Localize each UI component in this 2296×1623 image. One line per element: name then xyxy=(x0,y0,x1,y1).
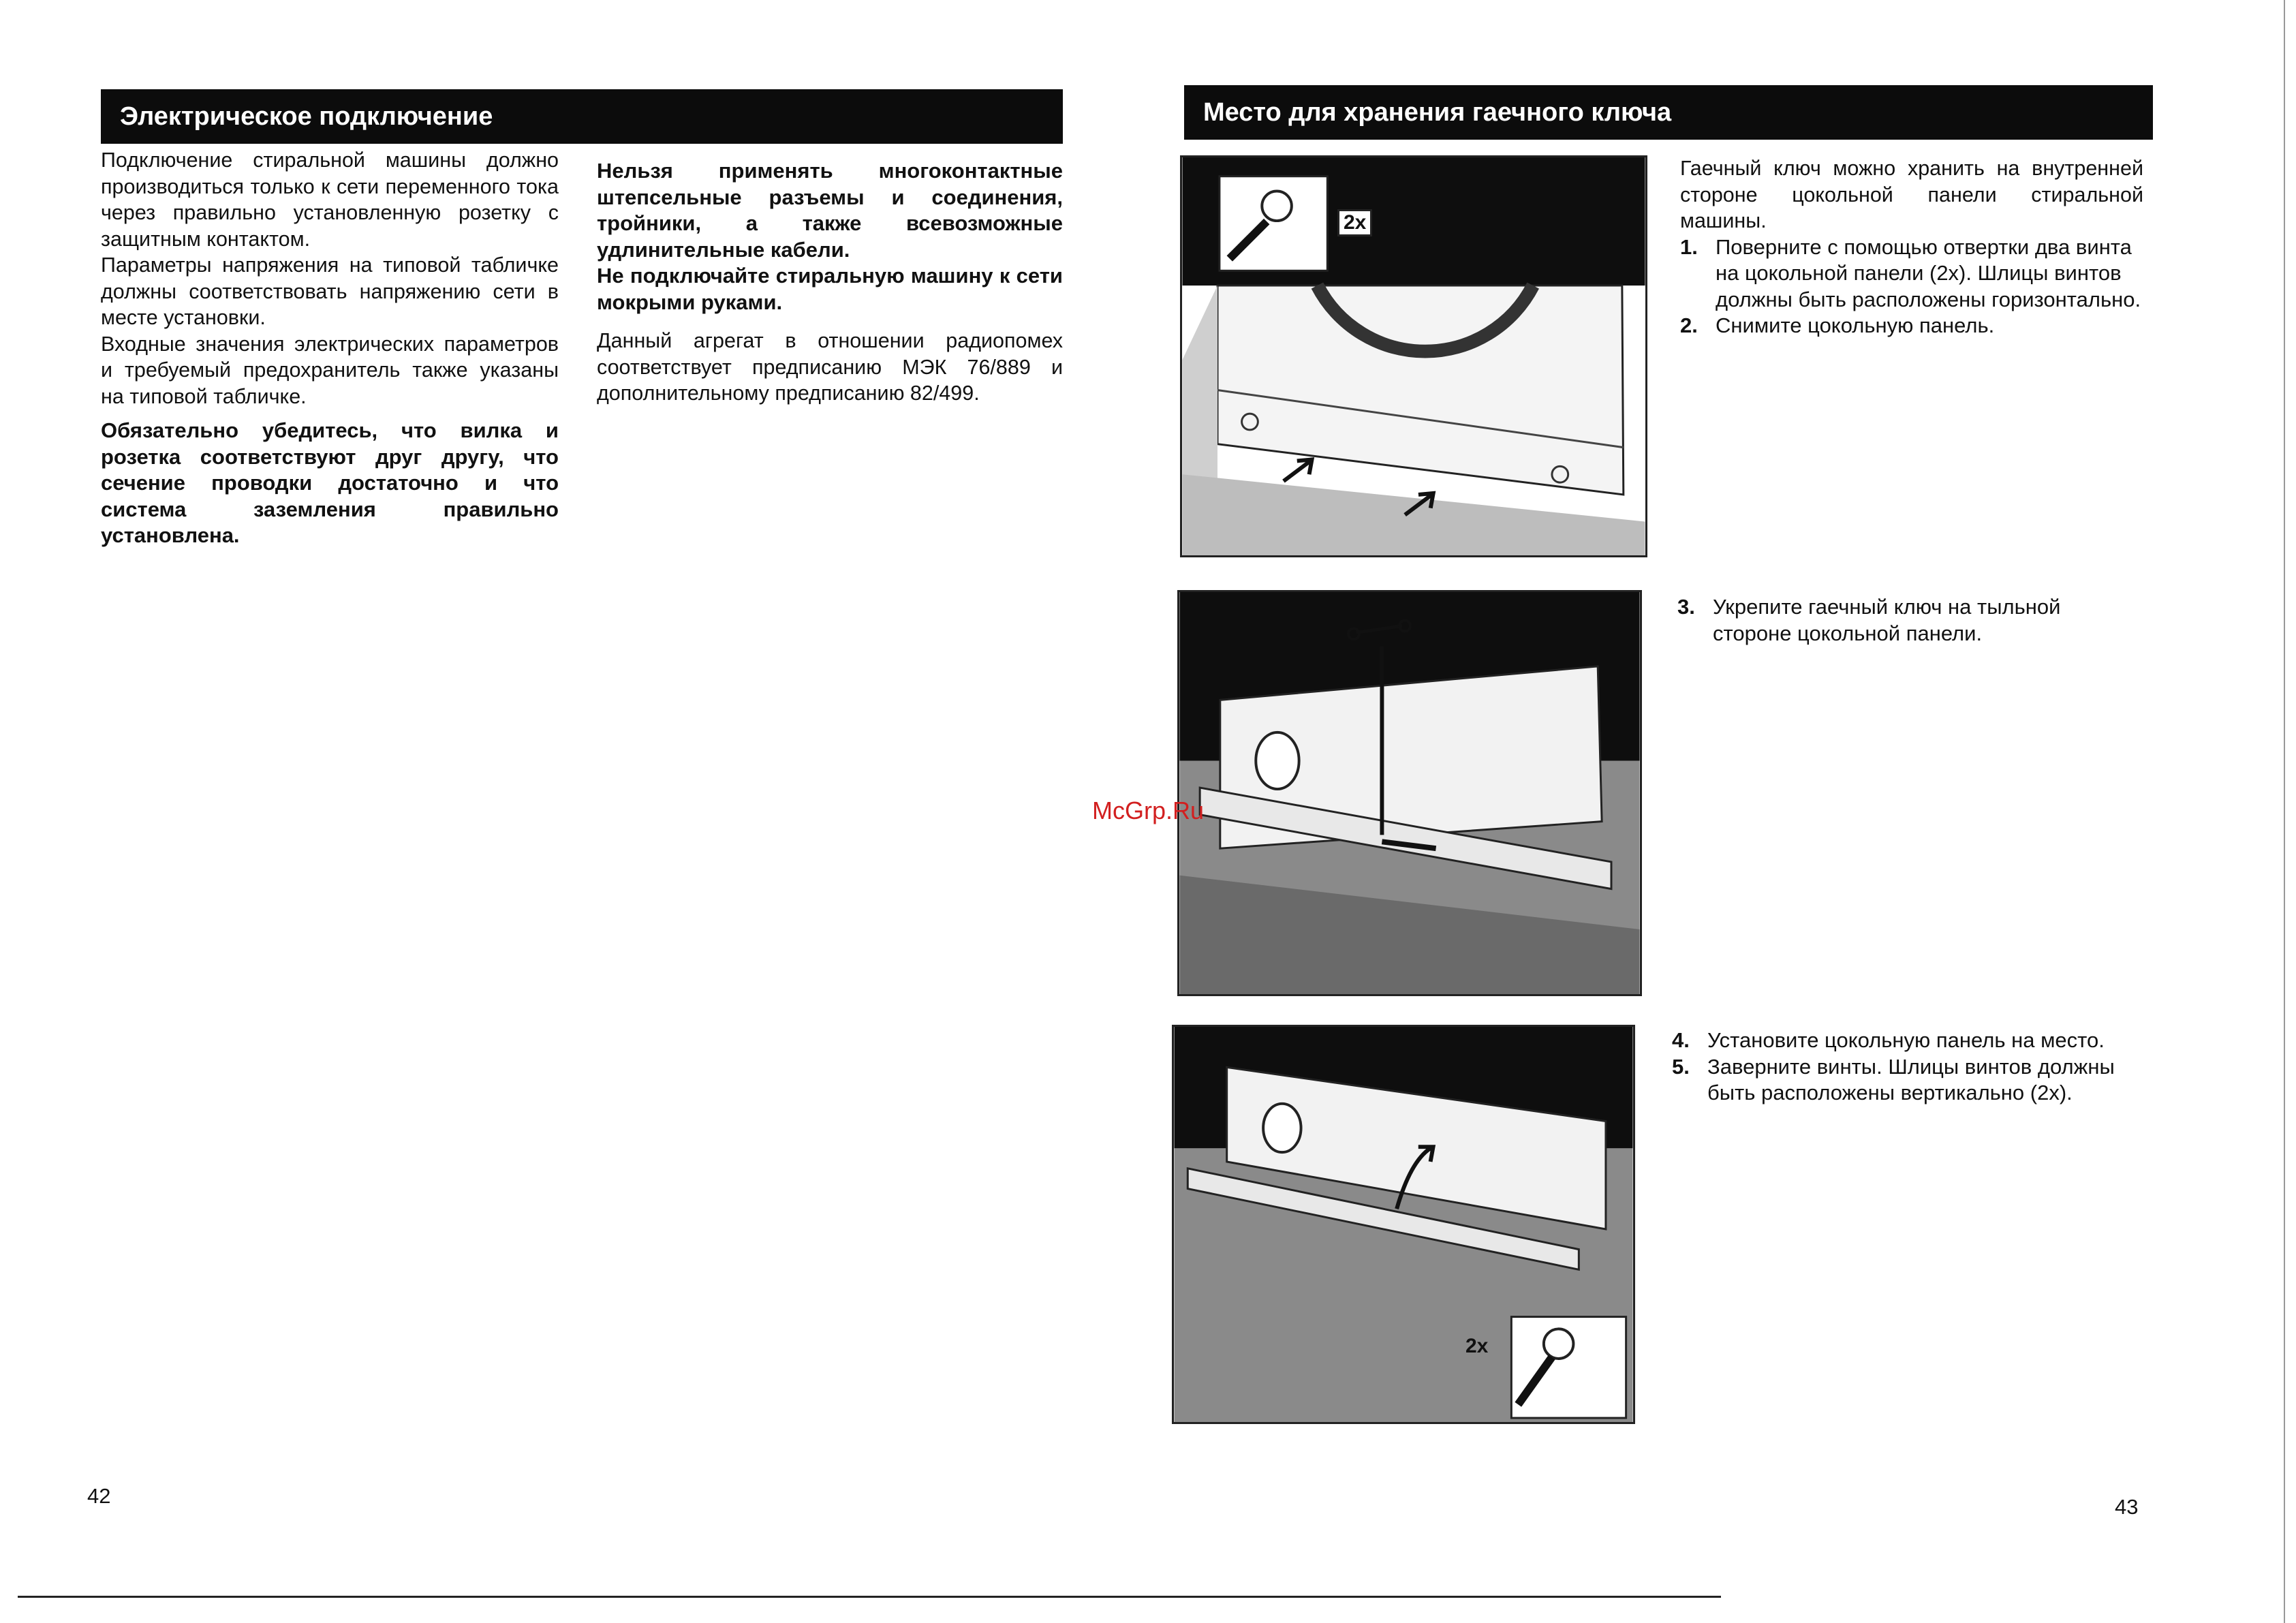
washing-machine-plinth-illustration xyxy=(1182,157,1645,555)
step-3-text: Укрепите гаечный ключ на тыльной стороне цокольной панели. xyxy=(1713,595,2061,645)
right-section-header xyxy=(1184,85,2153,140)
paragraph-2: Параметры напряжения на типовой табличке должны соответствовать напряжению сети в месте установки. xyxy=(101,253,559,329)
bottom-scan-line xyxy=(18,1596,1721,1598)
radio-interference-paragraph: Данный агрегат в отношении радиопомех соответствует предписанию МЭК 76/889 и дополнительному предписанию 82/499. xyxy=(597,329,1063,405)
plinth-wrench-illustration xyxy=(1179,592,1640,994)
step-5 xyxy=(1672,1054,2142,1107)
steps-remove xyxy=(1680,234,2143,339)
step-5-number: 5. xyxy=(1672,1054,1690,1079)
electrical-paragraphs xyxy=(101,147,559,409)
grounding-warning: Обязательно убедитесь, что вилка и розетка соответствуют друг другу, что сечение проводки достаточно и что система заземления правильно установлена. xyxy=(101,418,559,547)
wrench-intro: Гаечный ключ можно хранить на внутренней стороне цокольной панели стиральной машины. xyxy=(1680,157,2143,232)
step-2-text: Снимите цокольную панель. xyxy=(1716,313,1995,337)
steps-attach-block xyxy=(1677,594,2143,647)
wet-hands-warning: Не подключайте стиральную машину к сети мокрыми руками. xyxy=(597,264,1063,314)
steps-reinstall xyxy=(1672,1027,2142,1107)
left-column-2 xyxy=(597,158,1063,407)
step-4-text: Установите цокольную панель на место. xyxy=(1707,1028,2105,1052)
step-4 xyxy=(1672,1027,2142,1054)
step-1 xyxy=(1680,234,2143,313)
step-3-number: 3. xyxy=(1677,595,1695,619)
left-column-1 xyxy=(101,147,559,549)
figure-reinstall-plinth xyxy=(1172,1025,1635,1424)
left-section-title: Электрическое подключение xyxy=(120,102,493,131)
left-section-header xyxy=(101,89,1063,144)
right-page-number: 43 xyxy=(2115,1495,2139,1519)
step-1-text: Поверните с помощью отвертки два винта на цокольной панели (2x). Шлицы винтов должны быть расположены горизонтально. xyxy=(1716,234,2141,311)
right-scan-edge xyxy=(2284,0,2285,1623)
figure-attach-wrench xyxy=(1092,590,1642,996)
plug-warning: Нельзя применять многоконтактные штепсельные разъемы и соединения, тройники, а также всевозможные удлинительные кабели. xyxy=(597,159,1063,262)
step-5-text: Заверните винты. Шлицы винтов должны быть расположены вертикально (2x). xyxy=(1707,1054,2115,1104)
step-3 xyxy=(1677,594,2143,647)
plinth-reinstall-illustration xyxy=(1174,1027,1633,1422)
right-section-title: Место для хранения гаечного ключа xyxy=(1203,97,1672,127)
step-2 xyxy=(1680,313,2143,339)
left-page-number: 42 xyxy=(87,1484,111,1508)
figure3-count-label: 2x xyxy=(1465,1335,1489,1357)
paragraph-3: Входные значения электрических параметров и требуемый предохранитель также указаны на типовой табличке. xyxy=(101,332,559,408)
wrench-intro-block xyxy=(1680,155,2143,339)
figure1-count-label: 2x xyxy=(1337,209,1372,236)
step-4-number: 4. xyxy=(1672,1028,1690,1052)
steps-attach xyxy=(1677,594,2143,647)
paragraph-1: Подключение стиральной машины должно производиться только к сети переменного тока через правильно установленную розетку с защитным контактом. xyxy=(101,149,559,251)
watermark: McGrp.Ru xyxy=(1092,797,1205,824)
steps-reinstall-block xyxy=(1672,1027,2142,1107)
figure-remove-plinth xyxy=(1180,155,1647,557)
step-2-number: 2. xyxy=(1680,313,1698,337)
step-1-number: 1. xyxy=(1680,234,1698,259)
